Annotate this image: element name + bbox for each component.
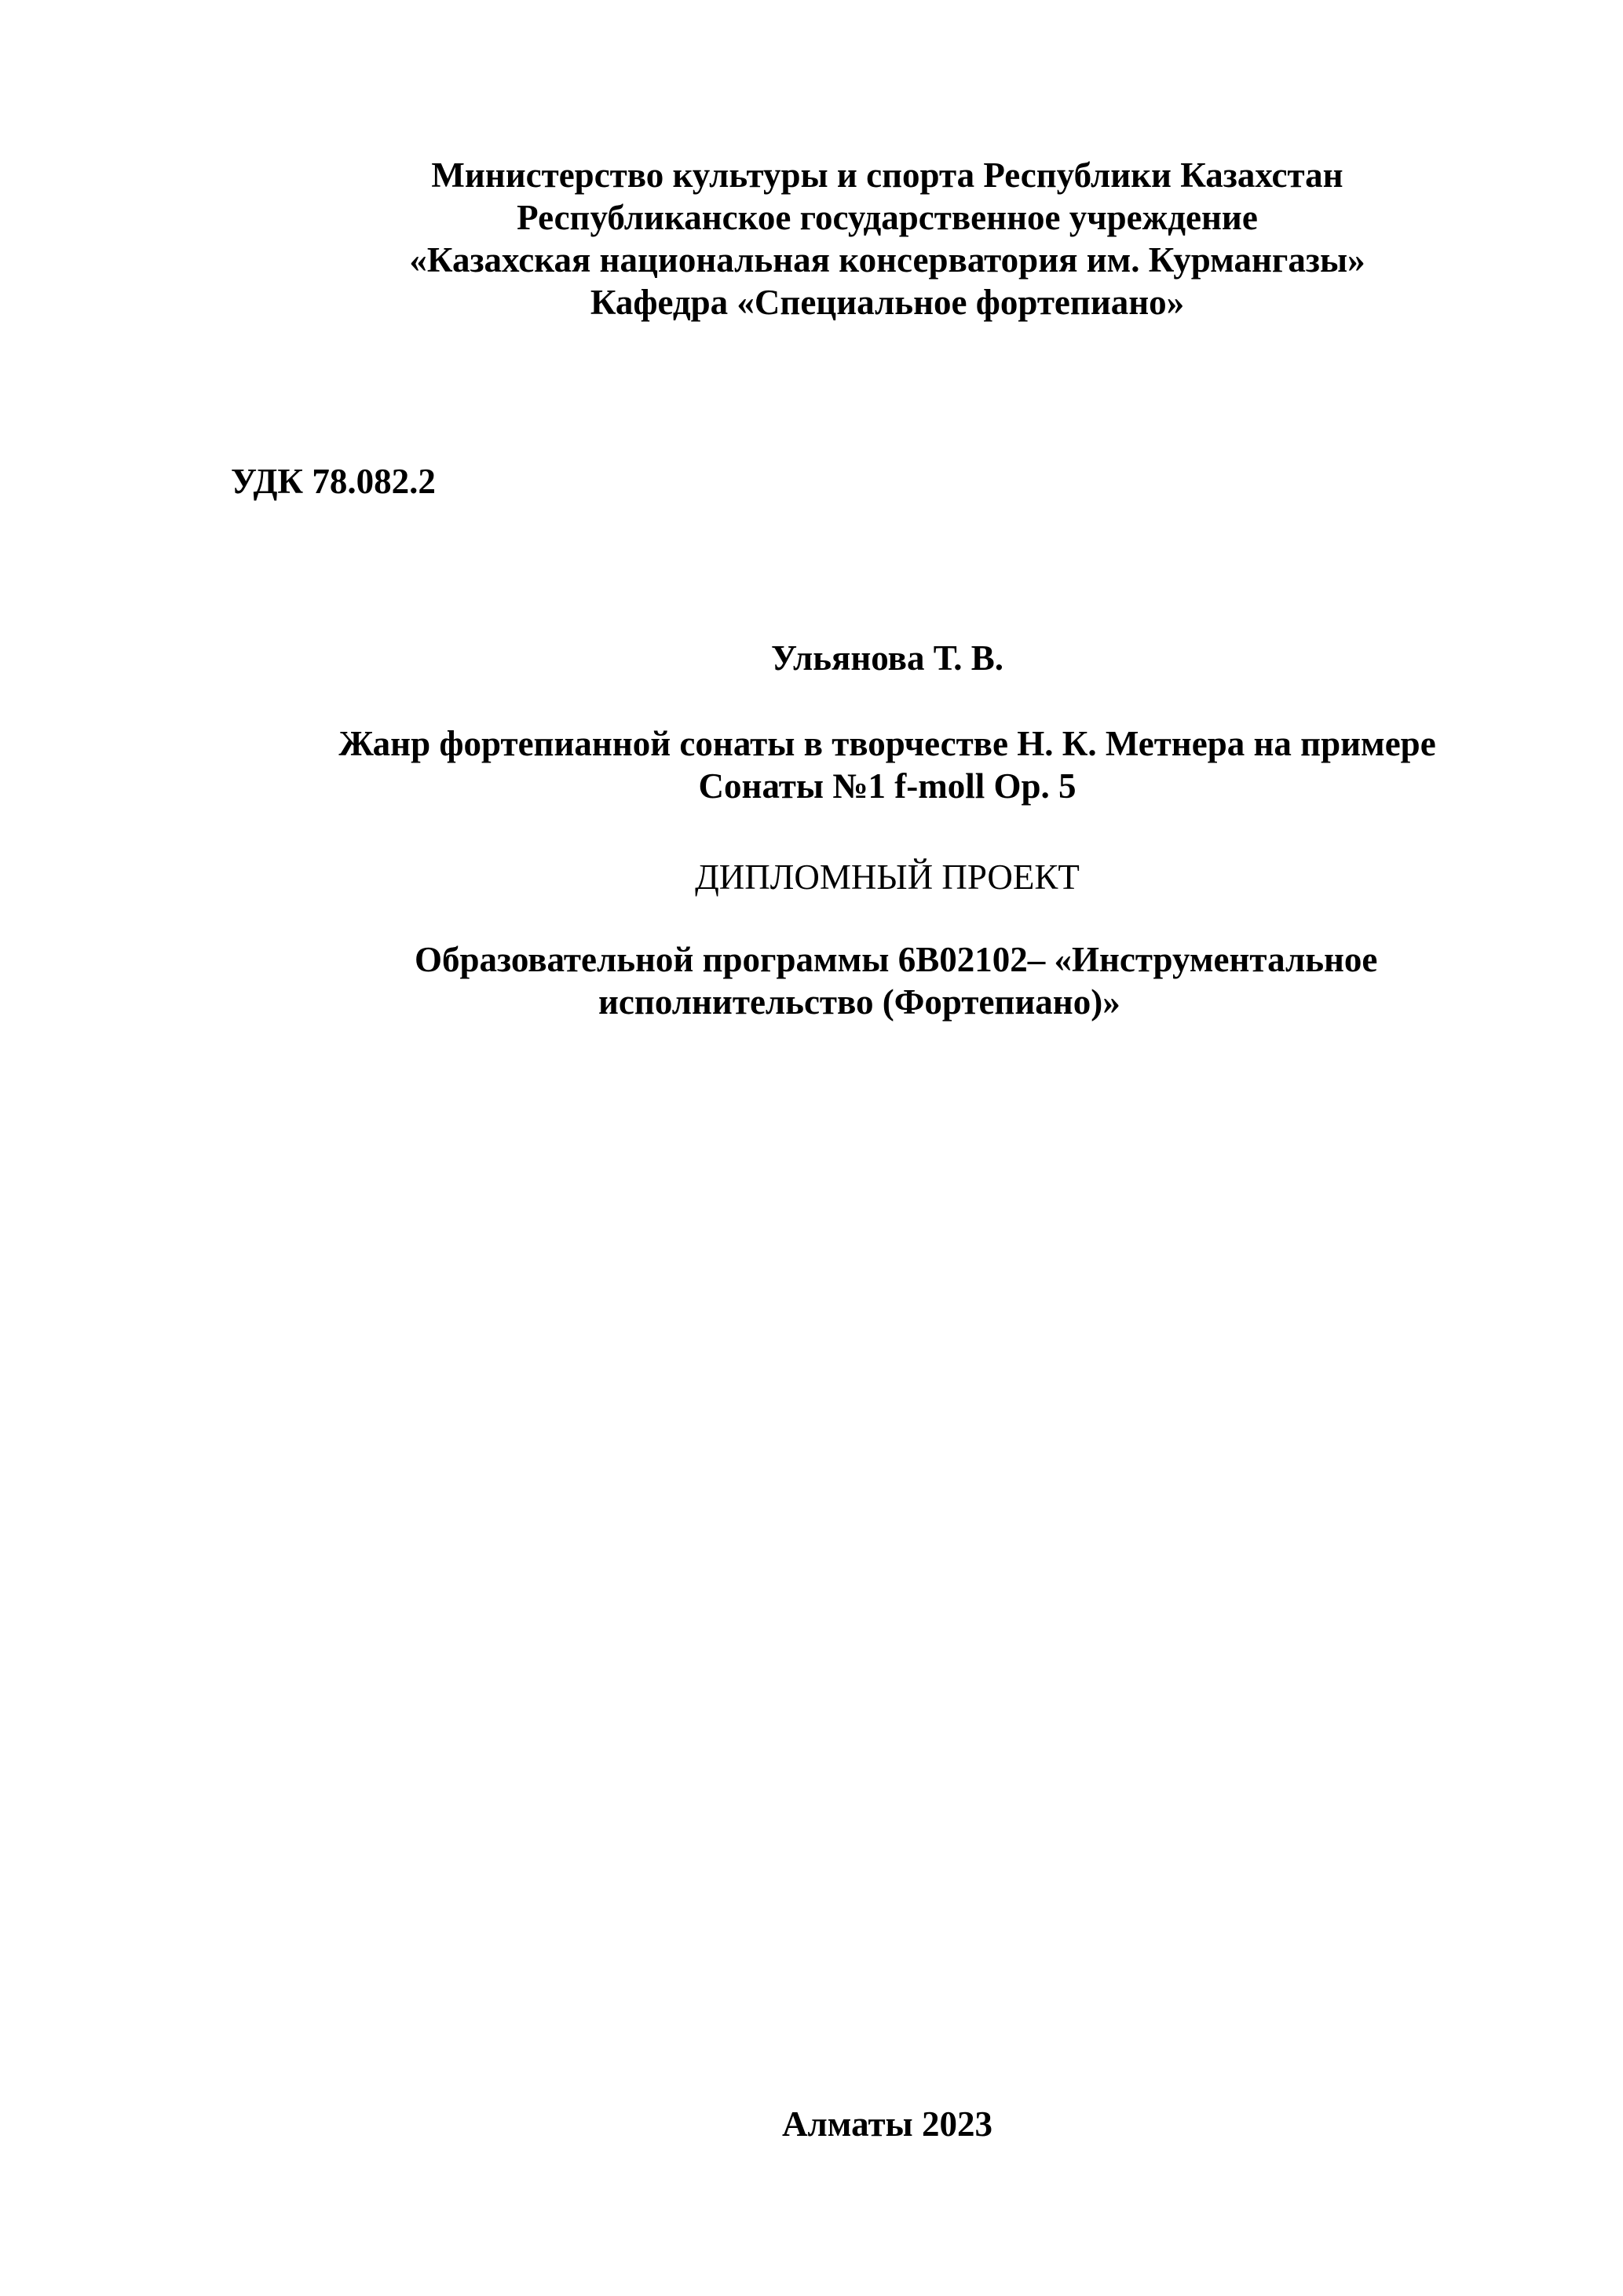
thesis-topic: [291, 722, 1484, 807]
institution-type-line: Республиканское государственное учреждение: [517, 198, 1258, 237]
topic-line-2: Сонаты №1 f-moll Op. 5: [698, 766, 1077, 806]
program-line-1: Образовательной программы 6В02102– «Инструментальное: [415, 940, 1378, 979]
conservatory-line: «Казахская национальная консерватория им. Курмангазы»: [409, 240, 1365, 280]
program-line-2: исполнительство (Фортепиано)»: [598, 982, 1120, 1022]
ministry-line: Министерство культуры и спорта Республики Казахстан: [431, 155, 1343, 195]
department-line: Кафедра «Специальное фортепиано»: [590, 283, 1185, 322]
city-year: Алматы 2023: [782, 2104, 992, 2144]
author-name: Ульянова Т. В.: [771, 638, 1003, 678]
institution-header: [0, 154, 1623, 324]
udk-code: УДК 78.082.2: [231, 462, 436, 501]
topic-line-1: Жанр фортепианной сонаты в творчестве Н. К. Метнера на примере: [338, 724, 1436, 763]
document-type: ДИПЛОМНЫЙ ПРОЕКТ: [695, 857, 1080, 897]
